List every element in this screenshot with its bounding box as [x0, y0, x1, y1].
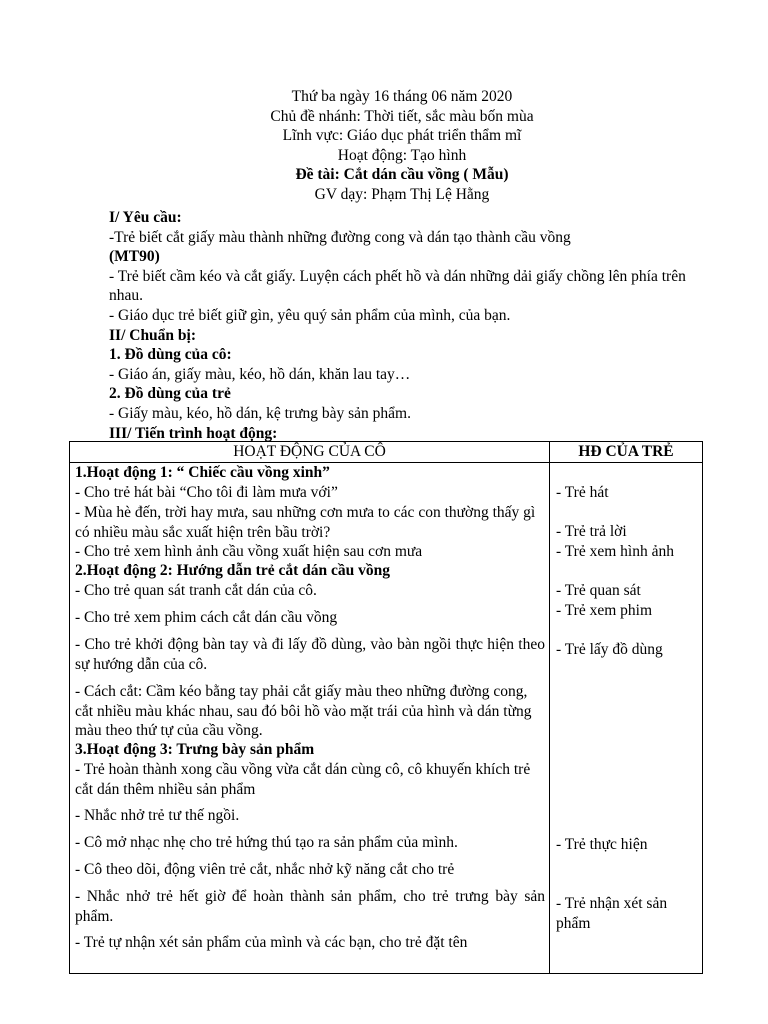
child-step: - Trẻ thực hiện [556, 836, 648, 853]
teacher-step: - Cho trẻ khởi động bàn tay và đi lấy đồ dùng, vào bàn ngồi thực hiện theo sự hướng dẫn của cô. [75, 636, 545, 673]
child-column-header: HĐ CỦA TRẺ [550, 442, 703, 463]
teacher-step: - Cho trẻ hát bài “Cho tôi đi làm mưa với” [75, 484, 338, 501]
teacher-line: GV dạy: Phạm Thị Lệ Hằng [314, 185, 490, 203]
process-heading: III/ Tiến trình hoạt động: [109, 424, 278, 442]
preparation-heading: II/ Chuẩn bị: [109, 326, 197, 344]
teacher-step: - Cho trẻ xem hình ảnh cầu vồng xuất hiện sau cơn mưa [75, 543, 423, 560]
child-step: - Trẻ xem hình ảnh [556, 543, 674, 560]
teacher-materials: - Giáo án, giấy màu, kéo, hồ dán, khăn lau tay… [109, 365, 411, 383]
teacher-step: - Cô theo dõi, động viên trẻ cắt, nhắc nhở kỹ năng cắt cho trẻ [75, 861, 455, 878]
teacher-column-header: HOẠT ĐỘNG CỦA CÔ [70, 442, 550, 463]
child-materials: - Giấy màu, kéo, hồ dán, kệ trưng bày sản phẩm. [109, 404, 411, 422]
teacher-step: - Nhắc nhở trẻ hết giờ để hoàn thành sản phẩm, cho trẻ trưng bày sản phẩm. [75, 888, 545, 925]
child-activities-cell [550, 463, 703, 974]
teacher-activities-cell [70, 463, 550, 974]
requirement-1: -Trẻ biết cắt giấy màu thành những đường cong và dán tạo thành cầu vồng [109, 228, 571, 246]
activity-line: Hoạt động: Tạo hình [337, 146, 467, 164]
document-header [0, 87, 768, 205]
child-step: - Trẻ lấy đồ dùng [556, 641, 663, 658]
child-step: - Trẻ xem phim [556, 602, 653, 619]
teacher-materials-heading: 1. Đồ dùng của cô: [109, 346, 232, 364]
activity-2-title: 2.Hoạt động 2: Hướng dẫn trẻ cắt dán cầu vồng [75, 562, 390, 579]
date-line: Thứ ba ngày 16 tháng 06 năm 2020 [291, 88, 513, 105]
teacher-step: - Cho trẻ xem phim cách cắt dán cầu vồng [75, 609, 338, 626]
teacher-step: - Cho trẻ quan sát tranh cắt dán của cô. [75, 582, 317, 599]
teacher-step: - Mùa hè đến, trời hay mưa, sau những cơn mưa to các con thường thấy gì có nhiều màu sắc xuất hiện trên bầu trời? [75, 504, 536, 541]
requirement-2: - Trẻ biết cầm kéo và cắt giấy. Luyện cách phết hồ và dán những dải giấy chồng lên phía trên nhau. [109, 267, 686, 305]
requirement-code: (MT90) [109, 248, 160, 266]
subtopic-line: Chủ đề nhánh: Thời tiết, sắc màu bốn mùa [270, 107, 534, 125]
child-materials-heading: 2. Đồ dùng của trẻ [109, 385, 231, 403]
child-step: - Trẻ nhận xét sản phẩm [556, 895, 668, 932]
activity-table [69, 441, 703, 974]
field-line: Lĩnh vực: Giáo dục phát triển thẩm mĩ [282, 127, 522, 145]
requirement-3: - Giáo dục trẻ biết giữ gìn, yêu quý sản phẩm của mình, của bạn. [109, 306, 511, 324]
table-header-row [70, 442, 703, 463]
requirements-heading: I/ Yêu cầu: [109, 209, 182, 226]
child-step: - Trẻ hát [556, 484, 609, 501]
lesson-intro [109, 208, 699, 443]
child-step: - Trẻ quan sát [556, 582, 641, 599]
teacher-step: - Cô mở nhạc nhẹ cho trẻ hứng thú tạo ra sản phẩm của mình. [75, 834, 458, 851]
activity-1-title: 1.Hoạt động 1: “ Chiếc cầu vồng xinh” [75, 464, 330, 481]
teacher-step: - Cách cắt: Cầm kéo bằng tay phải cắt giấy màu theo những đường cong, cắt nhiều màu khác nhau, sau đó bôi hồ vào mặt trái của hình và dán từng màu theo thứ tự của cầu vồng. [75, 683, 532, 740]
child-step: - Trẻ trả lời [556, 523, 627, 540]
teacher-step: - Nhắc nhở trẻ tư thế ngồi. [75, 807, 240, 824]
teacher-step: - Trẻ tự nhận xét sản phẩm của mình và các bạn, cho trẻ đặt tên [75, 934, 468, 951]
activity-3-title: 3.Hoạt động 3: Trưng bày sản phẩm [75, 741, 315, 758]
teacher-step: - Trẻ hoàn thành xong cầu vồng vừa cắt dán cùng cô, cô khuyến khích trẻ cắt dán thêm nhiều sản phẩm [75, 761, 531, 798]
table-body-row [70, 463, 703, 974]
topic-title: Đề tài: Cắt dán cầu vồng ( Mẫu) [295, 166, 509, 184]
